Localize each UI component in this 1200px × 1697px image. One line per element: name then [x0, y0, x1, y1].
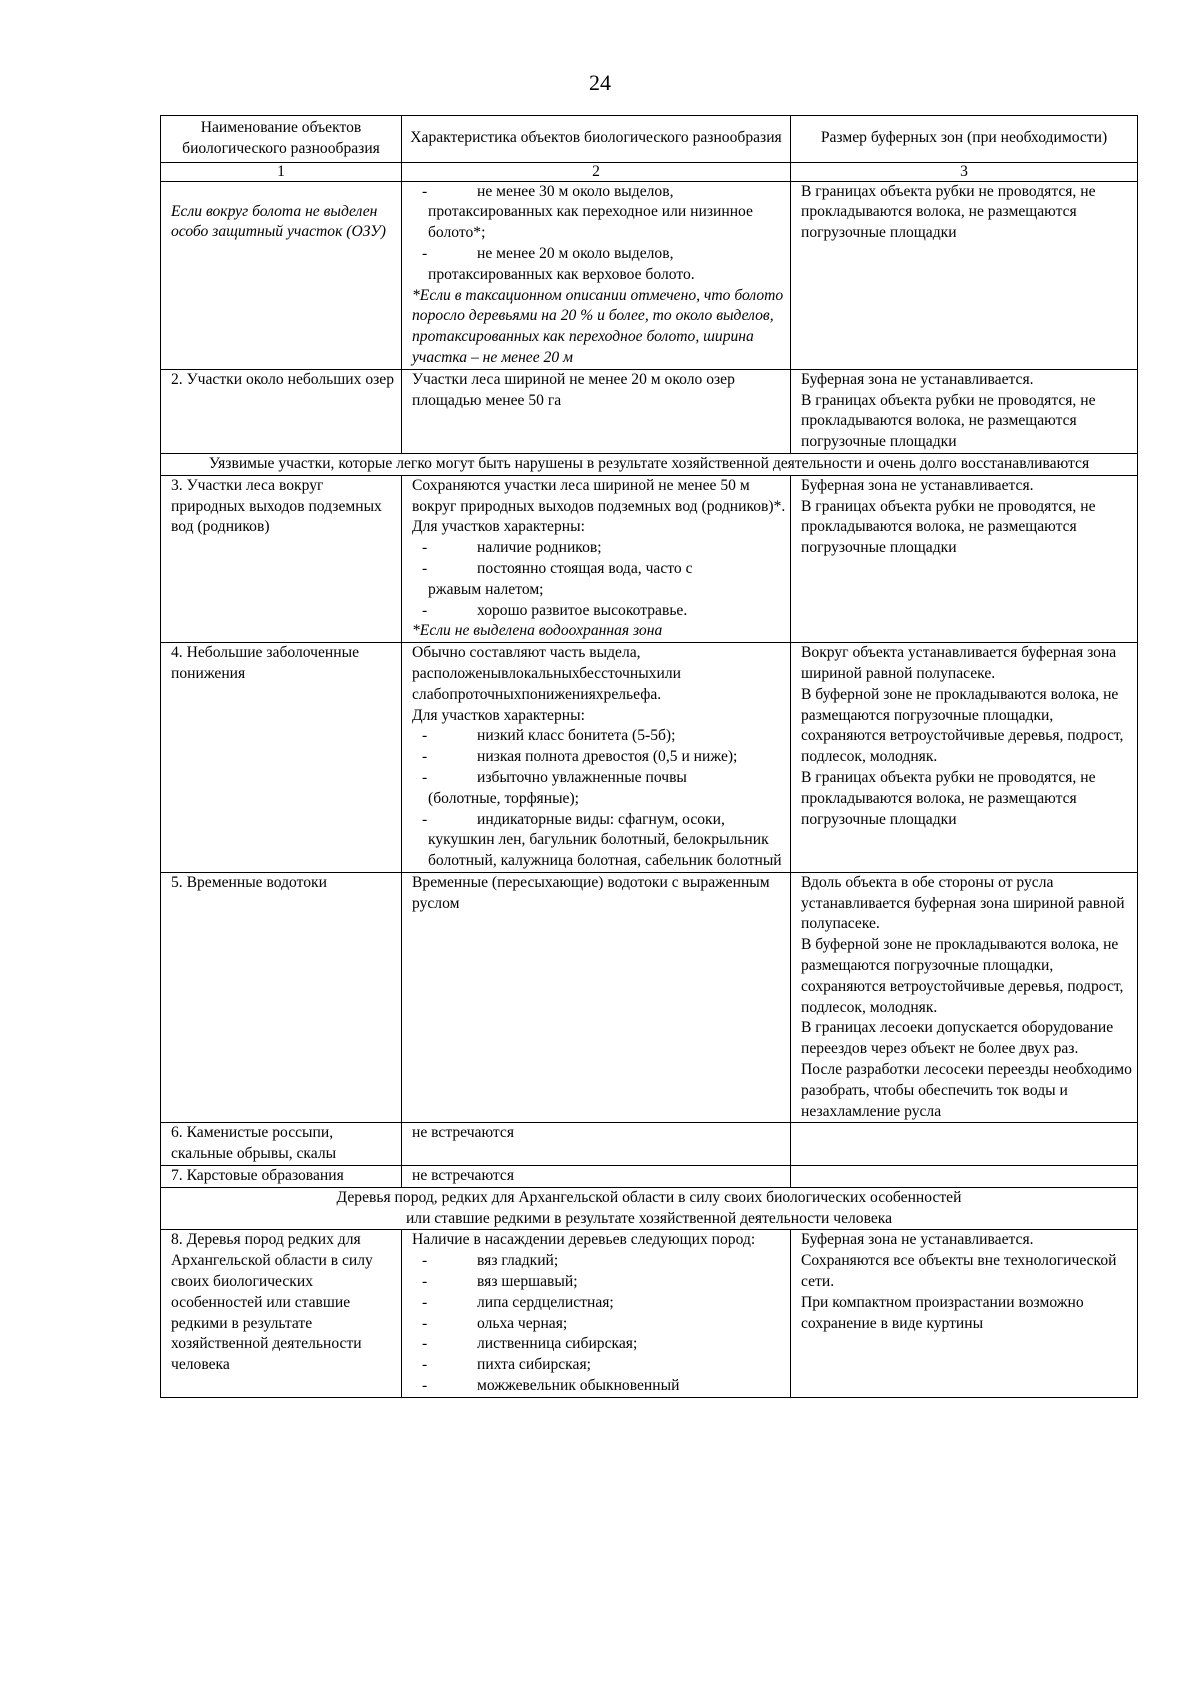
buffer-line: В буферной зоне не прокладываются волока, не размещаются погрузочные площадки, сохраняются ветроустойчивые деревья, подрост, подлесок, молодняк.: [801, 936, 1124, 1016]
buffer-line: Буферная зона не устанавливается.: [801, 1231, 1034, 1249]
list-item: - вяз гладкий;: [422, 1252, 559, 1270]
page-number: 24: [589, 70, 611, 95]
list-item: - хорошо развитое высокотравье.: [422, 601, 688, 619]
row-buffer: В границах объекта рубки не проводятся, не прокладываются волока, не размещаются погрузочные площадки: [791, 181, 1138, 369]
row-buffer: [791, 1166, 1138, 1188]
row-description: [402, 475, 791, 642]
row-description: [402, 181, 791, 369]
row-buffer: [791, 872, 1138, 1123]
table-row: [161, 369, 1138, 453]
list-item: - постоянно стоящая вода, часто с: [422, 559, 693, 577]
list-item: - низкая полнота древостоя (0,5 и ниже);: [422, 748, 738, 766]
row-name: 7. Карстовые образования: [161, 1166, 402, 1188]
row-buffer: [791, 1230, 1138, 1397]
table-row: [161, 1123, 1138, 1166]
description-line: Обычно составляют часть выдела,: [412, 644, 641, 662]
row-name: 4. Небольшие заболоченные понижения: [161, 643, 402, 873]
buffer-line: При компактном произрастании возможно сохранение в виде куртины: [801, 1293, 1084, 1332]
description-text: Наличие в насаждении деревьев следующих пород:: [412, 1231, 756, 1249]
description-text: Сохраняются участки леса шириной не менее 50 м вокруг природных выходов подземных вод (родников)*. Для участков характерны:: [412, 476, 786, 536]
list-item: - лиственница сибирская;: [422, 1335, 638, 1353]
section-row: [161, 453, 1138, 475]
table-row: [161, 643, 1138, 873]
table-row: [161, 1230, 1138, 1397]
section-heading-line: или ставшие редкими в результате хозяйственной деятельности человека: [405, 1209, 893, 1227]
buffer-line: В границах лесоеки допускается оборудование переездов через объект не более двух раз.: [801, 1019, 1114, 1058]
section-heading: [161, 1187, 1138, 1230]
buffer-line: В границах объекта рубки не проводятся, не прокладываются волока, не размещаются погрузочные площадки: [801, 768, 1096, 828]
list-item: - не менее 20 м около выделов,: [422, 244, 674, 262]
column-number-3: 3: [791, 162, 1138, 181]
buffer-line: В буферной зоне не прокладываются волока, не размещаются погрузочные площадки, сохраняются ветроустойчивые деревья, подрост, подлесок, молодняк.: [801, 685, 1124, 766]
list-item: - индикаторные виды: сфагнум, осоки,: [422, 810, 725, 828]
row-name: 8. Деревья пород редких для Архангельской области в силу своих биологических особенностей или ставшие редкими в результате хозяйственной деятельности человека: [161, 1230, 402, 1397]
buffer-line: Вокруг объекта устанавливается буферная зона шириной равной полупасеке.: [801, 644, 1117, 682]
row-buffer: [791, 1123, 1138, 1166]
table-row: [161, 475, 1138, 642]
list-item: - можжевельник обыкновенный: [422, 1377, 680, 1395]
buffer-line: В границах объекта рубки не проводятся, не прокладываются волока, не размещаются погрузочные площадки: [801, 391, 1096, 451]
buffer-line: Вдоль объекта в обе стороны от русла устанавливается буферная зона шириной равной полупасеке.: [801, 873, 1125, 933]
table-row: [161, 181, 1138, 369]
description-line: слабопроточных​понижениях​рельефа.: [412, 685, 662, 703]
row-description: [402, 643, 791, 873]
list-item-continuation: кукушкин лен, багульник болотный, белокрыльник болотный, калужница болотная, сабельник болотный: [428, 831, 782, 870]
buffer-line: Сохраняются все объекты вне технологической сети.: [801, 1252, 1117, 1291]
column-number-2: 2: [402, 162, 791, 181]
footnote: *Если в таксационном описании отмечено, что болото поросло деревьями на 20 % и более, то около выделов, протаксированных как переходное болото, ширина участка – не менее 20 м: [412, 286, 784, 366]
row-name: 5. Временные водотоки: [161, 872, 402, 1123]
row-description: [402, 1230, 791, 1397]
buffer-line: Буферная зона не устанавливается.: [801, 476, 1034, 494]
biodiversity-table: [160, 115, 1138, 1398]
section-heading-line: Деревья пород, редких для Архангельской области в силу своих биологических особенностей: [336, 1188, 962, 1206]
list-item: - вяз шершавый;: [422, 1273, 578, 1291]
list-item-continuation: протаксированных как переходное или низинное болото*;: [428, 203, 753, 242]
table-header-row: [161, 116, 1138, 163]
description-line: расположеныв​локальных​бессточных​или: [412, 664, 681, 682]
row-description: Участки леса шириной не менее 20 м около озер площадью менее 50 га: [402, 369, 791, 453]
table-row: [161, 1166, 1138, 1188]
row-description: Временные (пересыхающие) водотоки с выраженным руслом: [402, 872, 791, 1123]
buffer-line: После разработки лесосеки переезды необходимо разобрать, чтобы обеспечить ток воды и незахламление русла: [801, 1061, 1132, 1120]
table-row: [161, 872, 1138, 1123]
row-buffer: [791, 643, 1138, 873]
header-col-2: Характеристика объектов биологического разнообразия: [402, 116, 791, 163]
list-item: - низкий класс бонитета (5-5б);: [422, 727, 676, 745]
list-item: - ольха черная;: [422, 1314, 568, 1332]
list-item-continuation: ржавым налетом;: [428, 580, 544, 598]
list-item: - наличие родников;: [422, 539, 602, 557]
row-description: не встречаются: [402, 1123, 791, 1166]
footnote: *Если не выделена водоохранная зона: [412, 622, 663, 640]
list-item-continuation: (болотные, торфяные);: [428, 789, 579, 807]
column-number-row: [161, 162, 1138, 181]
row-name: 2. Участки около небольших озер: [161, 369, 402, 453]
list-item: - не менее 30 м около выделов,: [422, 182, 674, 200]
header-col-1: Наименование объектов биологического разнообразия: [161, 116, 402, 163]
list-item: - избыточно увлажненные почвы: [422, 768, 687, 786]
buffer-line: В границах объекта рубки не проводятся, не прокладываются волока, не размещаются погрузочные площадки: [801, 497, 1096, 557]
description-line: Для участков характерны:: [412, 706, 585, 724]
row-name: Если вокруг болота не выделен особо защитный участок (ОЗУ): [161, 181, 402, 369]
header-col-3: Размер буферных зон (при необходимости): [791, 116, 1138, 163]
buffer-line: Буферная зона не устанавливается.: [801, 370, 1034, 388]
list-item-continuation: протаксированных как верховое болото.: [428, 265, 695, 283]
row-description: не встречаются: [402, 1166, 791, 1188]
column-number-1: 1: [161, 162, 402, 181]
row-buffer: [791, 475, 1138, 642]
list-item: - липа сердцелистная;: [422, 1293, 614, 1311]
list-item: - пихта сибирская;: [422, 1356, 591, 1374]
section-heading: Уязвимые участки, которые легко могут быть нарушены в результате хозяйственной деятельности и очень долго восстанавливаются: [161, 453, 1138, 475]
section-row: [161, 1187, 1138, 1230]
row-name: 3. Участки леса вокруг природных выходов подземных вод (родников): [161, 475, 402, 642]
row-name: 6. Каменистые россыпи, скальные обрывы, скалы: [161, 1123, 402, 1166]
row-buffer: [791, 369, 1138, 453]
